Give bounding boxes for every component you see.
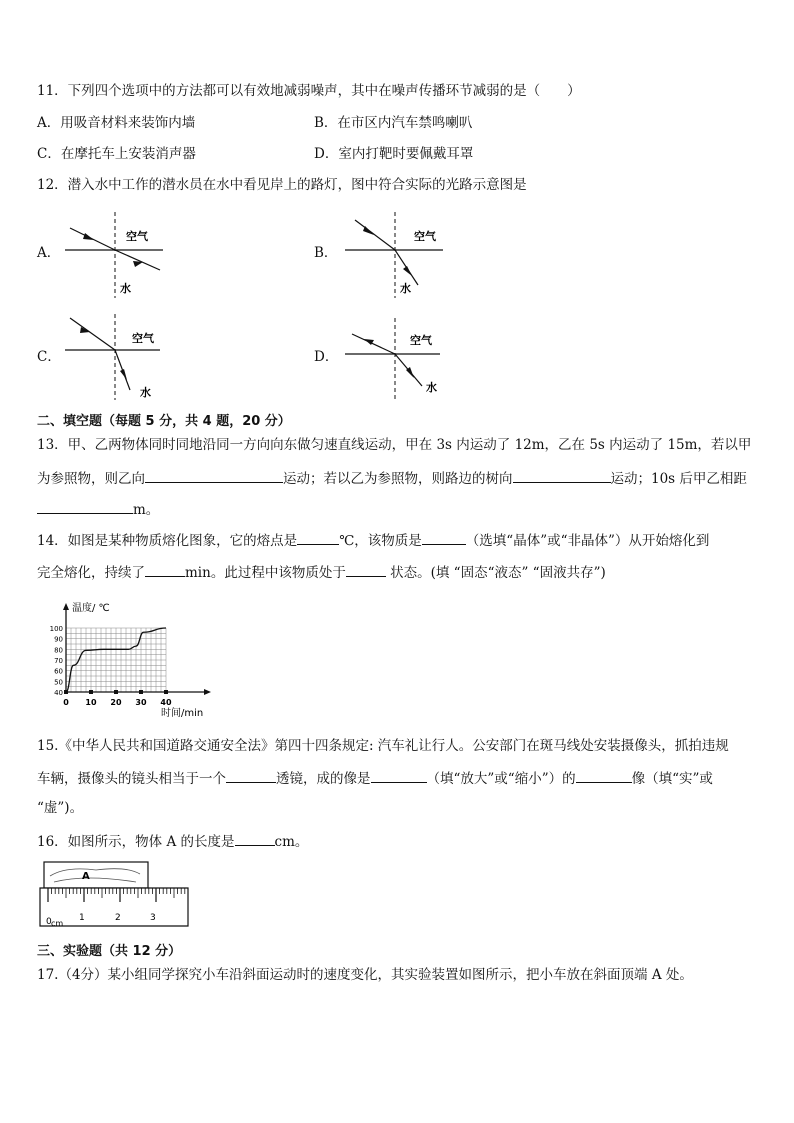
q16-line bbox=[37, 831, 308, 851]
q13-text-c: 运动；10s 后甲乙相距 bbox=[610, 471, 747, 487]
q14-text-e: min。此过程中该物质处于 bbox=[185, 565, 346, 581]
q16-text-b: cm。 bbox=[274, 834, 309, 850]
q15-blank-1[interactable] bbox=[226, 768, 276, 783]
q15-line2 bbox=[37, 768, 713, 788]
label-water: 水 bbox=[400, 282, 411, 295]
q12-label-b: B． bbox=[314, 245, 338, 261]
q11-option-d: D．室内打靶时要佩戴耳罩 bbox=[314, 146, 474, 162]
q15-blank-2[interactable] bbox=[371, 768, 427, 783]
q15-text-a: 车辆，摄像头的镜头相当于一个 bbox=[37, 771, 226, 787]
chart-y-tick-label: 70 bbox=[54, 657, 63, 665]
chart-x-tick-mark bbox=[114, 690, 118, 694]
y-axis-arrow bbox=[63, 603, 69, 610]
q11-option-b: B．在市区内汽车禁鸣喇叭 bbox=[314, 115, 473, 131]
q13-blank-3[interactable] bbox=[37, 499, 133, 514]
q12-label-a: A． bbox=[37, 245, 61, 261]
chart-y-tick-label: 90 bbox=[54, 635, 63, 644]
q16-blank-1[interactable] bbox=[235, 831, 275, 846]
q12-diagram-a bbox=[60, 210, 170, 300]
q14-text-a: 14．如图是某种物质熔化图象，它的熔点是 bbox=[37, 533, 298, 549]
x-axis-arrow bbox=[204, 689, 211, 695]
q14-text-d: 完全熔化，持续了 bbox=[37, 565, 145, 581]
q12-diagram-d bbox=[340, 316, 450, 402]
q13-line1: 13．甲、乙两物体同时同地沿同一方向向东做匀速直线运动，甲在 3s 内运动了 12m，乙在 5s 内运动了 15m，若以甲 bbox=[37, 437, 752, 453]
q12-label-d: D． bbox=[314, 349, 339, 365]
q15-blank-3[interactable] bbox=[576, 768, 632, 783]
chart-x-tick-mark bbox=[139, 690, 143, 694]
section3-title: 三、实验题（共 12 分） bbox=[37, 944, 182, 959]
ruler-tick-label: 3 bbox=[150, 913, 156, 923]
q14-line1 bbox=[37, 530, 709, 550]
q12-label-c: C． bbox=[37, 349, 61, 365]
q13-blank-1[interactable] bbox=[145, 468, 283, 483]
label-air: 空气 bbox=[414, 230, 436, 243]
q15-text-d: 像（填“实”或 bbox=[631, 771, 713, 787]
q14-blank-4[interactable] bbox=[346, 562, 386, 577]
label-water: 水 bbox=[140, 386, 151, 399]
chart-y-tick-label: 60 bbox=[54, 667, 63, 676]
q12-diagram-b bbox=[340, 210, 450, 300]
chart-x-tick-label: 10 bbox=[85, 698, 97, 707]
chart-ylabel: 温度/ ℃ bbox=[72, 603, 110, 614]
q14-text-b: ℃，该物质是 bbox=[339, 533, 422, 549]
q14-text-f: 状态。(填 “固态“液态” “固液共存”) bbox=[385, 565, 606, 581]
chart-x-tick-mark bbox=[164, 690, 168, 694]
label-water: 水 bbox=[120, 282, 131, 295]
melting-chart bbox=[36, 598, 216, 724]
chart-x-tick-label: 0 bbox=[63, 698, 69, 707]
object-a-label: A bbox=[82, 871, 90, 882]
chart-xlabel: 时间/min bbox=[161, 708, 204, 719]
q15-line1: 15.《中华人民共和国道路交通安全法》第四十四条规定: 汽车礼让行人。公安部门在斑马线处安装摄像头，抓拍违规 bbox=[37, 738, 729, 754]
q13-line2 bbox=[37, 468, 747, 488]
ruler-unit: cm bbox=[51, 919, 64, 928]
q14-line2 bbox=[37, 562, 606, 582]
chart-y-tick-label: 80 bbox=[54, 646, 63, 655]
chart-y-tick-label: 50 bbox=[54, 678, 63, 687]
q15-text-c: （填“放大”或“缩小”）的 bbox=[426, 771, 576, 787]
chart-x-tick-mark bbox=[89, 690, 93, 694]
q13-line3 bbox=[37, 499, 159, 519]
q13-text-b: 运动；若以乙为参照物，则路边的树向 bbox=[283, 471, 513, 487]
q12-stem: 12．潜入水中工作的潜水员在水中看见岸上的路灯，图中符合实际的光路示意图是 bbox=[37, 177, 527, 193]
label-water: 水 bbox=[426, 381, 437, 394]
q16-text-a: 16．如图所示，物体 A 的长度是 bbox=[37, 834, 235, 850]
q11-stem: 11．下列四个选项中的方法都可以有效地减弱噪声，其中在噪声传播环节减弱的是（ ） bbox=[37, 83, 581, 99]
q15-text-b: 透镜，成的像是 bbox=[276, 771, 371, 787]
chart-y-tick-label: 40 bbox=[54, 689, 63, 697]
q14-text-c: （选填“晶体”或“非晶体”）从开始熔化到 bbox=[465, 533, 710, 549]
q13-text-a: 为参照物，则乙向 bbox=[37, 471, 145, 487]
q11-option-c: C．在摩托车上安装消声器 bbox=[37, 146, 196, 162]
chart-x-tick-label: 40 bbox=[160, 698, 172, 707]
chart-x-tick-label: 30 bbox=[135, 698, 147, 707]
q14-blank-3[interactable] bbox=[145, 562, 185, 577]
section2-title: 二、填空题（每题 5 分，共 4 题，20 分） bbox=[37, 414, 291, 429]
q14-blank-2[interactable] bbox=[422, 530, 466, 545]
q11-option-a: A．用吸音材料来装饰内墙 bbox=[37, 115, 196, 131]
q13-blank-2[interactable] bbox=[513, 468, 611, 483]
label-air: 空气 bbox=[126, 230, 148, 243]
q17-stem: 17.（4分）某小组同学探究小车沿斜面运动时的速度变化，其实验装置如图所示，把小车放在斜面顶端 A 处。 bbox=[37, 967, 693, 983]
ruler-tick-label: 0 bbox=[46, 917, 52, 927]
q14-blank-1[interactable] bbox=[297, 530, 339, 545]
q13-text-d: m。 bbox=[133, 502, 160, 518]
ruler-figure bbox=[36, 860, 192, 930]
q15-line3: “虚”)。 bbox=[37, 800, 84, 816]
object-a bbox=[44, 862, 148, 888]
ruler-tick-label: 1 bbox=[79, 913, 85, 923]
q12-diagram-c bbox=[60, 312, 170, 404]
label-air: 空气 bbox=[410, 334, 432, 347]
chart-axes bbox=[66, 606, 208, 692]
chart-y-tick-label: 100 bbox=[49, 625, 63, 633]
ruler-tick-label: 2 bbox=[115, 913, 121, 923]
label-air: 空气 bbox=[132, 332, 154, 345]
chart-x-tick-label: 20 bbox=[110, 698, 122, 707]
